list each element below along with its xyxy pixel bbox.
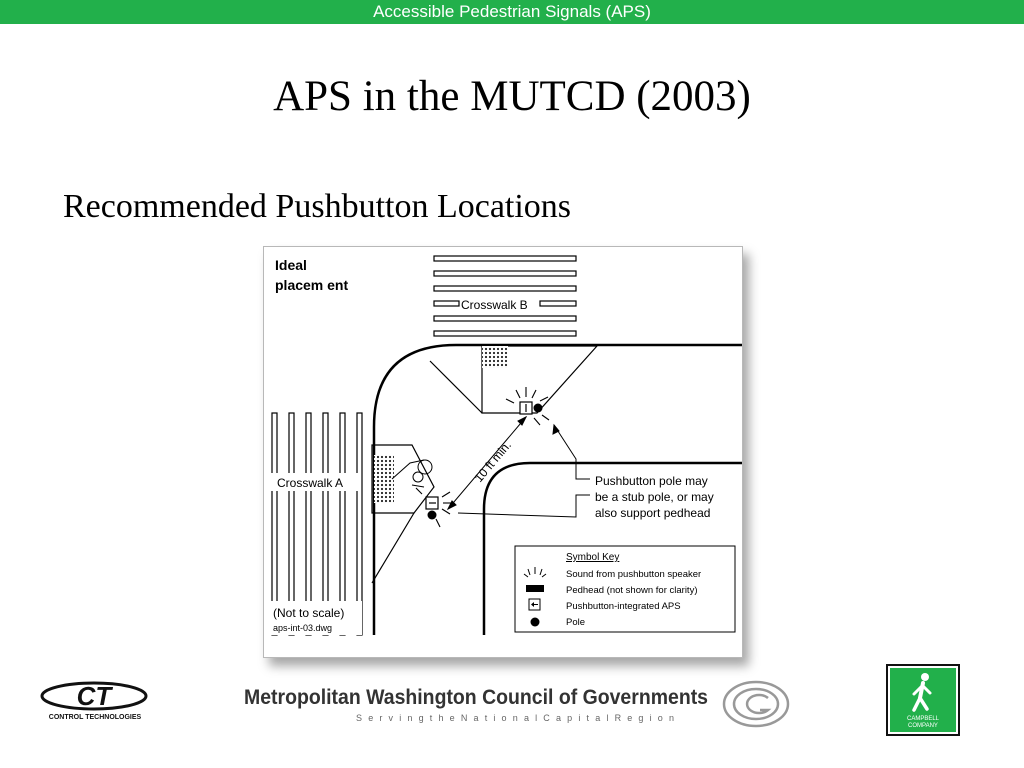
mwcog-emblem-icon	[724, 682, 788, 726]
crosswalk-b-stripes	[434, 256, 576, 336]
pushbutton-location-diagram	[263, 246, 743, 658]
callout-line1: Pushbutton pole may	[595, 474, 708, 488]
ct-company-name: CONTROL TECHNOLOGIES	[48, 714, 142, 721]
drawing-file-name: aps-int-03.dwg	[273, 623, 333, 633]
campbell-company-logo	[886, 664, 960, 736]
pole-symbol-icon	[531, 618, 540, 627]
distance-label: 10 ft min.	[471, 438, 515, 485]
ct-logo-letters: CT	[76, 681, 112, 711]
diagram-heading-line1: Ideal	[275, 257, 307, 273]
aps-device-a	[416, 488, 453, 527]
callout-line3: also support pedhead	[595, 506, 711, 520]
detectable-warning-b	[482, 346, 508, 368]
detectable-warning-a	[374, 455, 394, 503]
slide-title: APS in the MUTCD (2003)	[273, 73, 751, 120]
symbol-key	[515, 546, 735, 632]
mwcog-tagline: S e r v i n g t h e N a t i o n a l C a p i t a l R e g i o n	[356, 713, 674, 723]
key-item-pole: Pole	[566, 617, 586, 628]
symbol-key-title: Symbol Key	[566, 552, 620, 563]
pedhead-wiring	[392, 460, 432, 487]
campbell-line1: CAMPBELL	[906, 716, 940, 722]
callout-line2: be a stub pole, or may	[595, 490, 714, 504]
campbell-line2: COMPANY	[908, 723, 938, 729]
pedhead-symbol-icon	[526, 585, 544, 592]
key-item-pedhead: Pedhead (not shown for clarity)	[566, 585, 698, 596]
key-item-aps: Pushbutton-integrated APS	[566, 601, 681, 612]
diagram-heading-line2: placem ent	[275, 277, 349, 293]
mwcog-logo	[240, 680, 800, 728]
crosswalk-a-label: Crosswalk A	[277, 476, 344, 490]
scale-note: (Not to scale)	[273, 606, 345, 620]
mwcog-name: Metropolitan Washington Council of Governments	[244, 686, 708, 709]
control-technologies-logo	[38, 680, 153, 722]
banner: Accessible Pedestrian Signals (APS)	[0, 0, 1024, 24]
crosswalk-b-label: Crosswalk B	[461, 298, 528, 312]
slide-subtitle: Recommended Pushbutton Locations	[63, 188, 572, 225]
aps-symbol-icon	[529, 599, 540, 610]
key-item-sound: Sound from pushbutton speaker	[566, 569, 702, 580]
